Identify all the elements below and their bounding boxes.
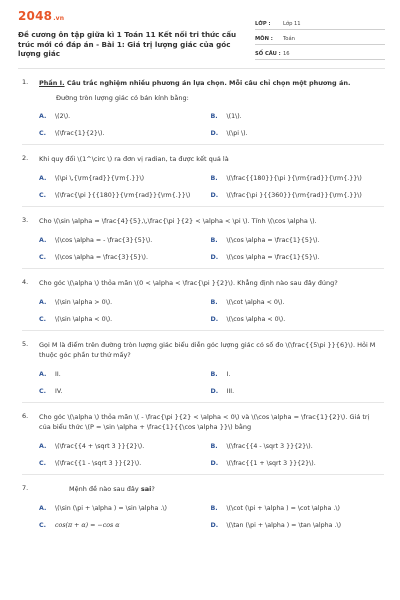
meta-key: MÔN : xyxy=(255,36,273,42)
meta-table xyxy=(255,15,385,60)
option-a[interactable]: A. \(\pi \,{\rm{rad}}{\rm{.}}\) xyxy=(39,175,145,182)
question-3 xyxy=(22,216,382,266)
options xyxy=(39,170,382,204)
document-title: Đề cương ôn tập giữa kì 1 Toán 11 Kết nối tri thức cấu trúc mới có đáp án - Bài 1: Giá trị lượng giác của góc lượng giác xyxy=(18,30,237,58)
option-a[interactable]: A. II. xyxy=(39,371,61,378)
option-d[interactable]: D. \(\frac{{1 + \sqrt 3 }}{2}\). xyxy=(210,460,316,467)
question-divider xyxy=(22,268,384,269)
question-text: Khi quy đổi \(1^\circ \) ra đơn vị radian, ta được kết quả là xyxy=(39,155,229,163)
option-c[interactable]: C. \(\frac{1}{2}\). xyxy=(39,130,105,137)
option-a[interactable]: A. \(2\). xyxy=(39,113,71,120)
option-b[interactable]: B. I. xyxy=(210,371,231,378)
question-text: Đường tròn lượng giác có bán kính bằng: xyxy=(56,94,189,102)
meta-row-class xyxy=(255,15,385,30)
options xyxy=(39,438,382,472)
option-b[interactable]: B. \(\cos \alpha = \frac{1}{5}\). xyxy=(210,237,320,244)
question-number: 3. xyxy=(22,216,29,224)
option-d[interactable]: D. \(\cos \alpha = \frac{1}{5}\). xyxy=(210,254,320,261)
part-heading: Phần I. Câu trắc nghiệm nhiều phương án lựa chọn. Mỗi câu chỉ chọn một phương án. xyxy=(39,79,351,87)
question-4 xyxy=(22,278,382,328)
question-number: 5. xyxy=(22,340,29,348)
question-7 xyxy=(22,484,382,534)
option-b[interactable]: B. \(\cot \alpha < 0\). xyxy=(210,299,285,306)
option-d[interactable]: D. \(\pi \). xyxy=(210,130,248,137)
question-divider xyxy=(22,206,384,207)
question-divider xyxy=(22,402,384,403)
question-2 xyxy=(22,154,382,204)
option-a[interactable]: A. \(\frac{{4 + \sqrt 3 }}{2}\). xyxy=(39,443,145,450)
option-b[interactable]: B. \(\frac{{180}}{\pi }{\rm{rad}}{\rm{.}}\) xyxy=(210,175,362,182)
question-text: Cho \(\sin \alpha = \frac{4}{5},\,\frac{\pi }{2} < \alpha < \pi \). Tính \(\cos \alpha \). xyxy=(39,217,317,225)
option-c[interactable]: C. \(\frac{{1 - \sqrt 3 }}{2}\). xyxy=(39,460,142,467)
question-list xyxy=(0,78,400,534)
question-number: 4. xyxy=(22,278,29,286)
question-divider xyxy=(22,474,384,475)
question-text: Gọi M là điểm trên đường tròn lượng giác biểu diễn góc lượng giác có số đo \(\frac{{5\pi }}{6}\). Hỏi M thuộc góc phần tư thứ mấy? xyxy=(39,341,376,359)
option-b[interactable]: B. \(\frac{{4 - \sqrt 3 }}{2}\). xyxy=(210,443,313,450)
option-c[interactable]: C. IV. xyxy=(39,388,63,395)
option-a[interactable]: A. \(\sin (\pi + \alpha ) = \sin \alpha .\) xyxy=(39,505,167,512)
meta-value: Toán xyxy=(283,36,295,42)
question-divider xyxy=(22,330,384,331)
page-header xyxy=(0,0,400,66)
option-b[interactable]: B. \(1\). xyxy=(210,113,242,120)
options xyxy=(39,366,382,400)
question-number: 2. xyxy=(22,154,29,162)
meta-key: SỐ CÂU : xyxy=(255,51,281,57)
meta-row-count xyxy=(255,45,385,60)
question-text: Cho góc \(\alpha \) thỏa mãn \(0 < \alpha < \frac{\pi }{2}\). Khẳng định nào sau đây đúng? xyxy=(39,279,338,287)
question-number: 7. xyxy=(22,484,29,492)
question-number: 1. xyxy=(22,78,29,86)
option-c[interactable]: C. \(\sin \alpha < 0\). xyxy=(39,316,113,323)
option-a[interactable]: A. \(\cos \alpha = - \frac{3}{5}\). xyxy=(39,237,153,244)
question-text: Mệnh đề nào sau đây sai? xyxy=(69,485,155,493)
question-text: Cho góc \(\alpha \) thỏa mãn \( - \frac{\pi }{2} < \alpha < 0\) và \(\cos \alpha = \frac{1}{2}\). Giá trị của biểu thức \(P = \sin \alpha + \frac{1}{{\cos \alpha }}\) bằng xyxy=(39,413,370,431)
option-d[interactable]: D. \(\cos \alpha < 0\). xyxy=(210,316,286,323)
meta-value: Lớp 11 xyxy=(283,21,301,27)
question-number: 6. xyxy=(22,412,29,420)
options xyxy=(39,294,382,328)
question-1 xyxy=(22,78,382,142)
option-d[interactable]: D. III. xyxy=(210,388,235,395)
option-c[interactable]: C. \(\frac{\pi }{{180}}{\rm{rad}}{\rm{.}}\) xyxy=(39,192,191,199)
options xyxy=(39,232,382,266)
option-b[interactable]: B. \(\cot (\pi + \alpha ) = \cot \alpha .\) xyxy=(210,505,340,512)
option-c[interactable]: C. \(\cos \alpha = \frac{3}{5}\). xyxy=(39,254,149,261)
question-5 xyxy=(22,340,382,400)
options xyxy=(39,500,382,534)
site-logo[interactable]: 2048.vn xyxy=(18,9,65,23)
option-a[interactable]: A. \(\sin \alpha > 0\). xyxy=(39,299,113,306)
question-divider xyxy=(22,144,384,145)
option-d[interactable]: D. \(\tan (\pi + \alpha ) = \tan \alpha .\) xyxy=(210,522,342,529)
option-d[interactable]: D. \(\frac{\pi }{{360}}{\rm{rad}}{\rm{.}}\) xyxy=(210,192,362,199)
meta-key: LỚP : xyxy=(255,21,271,27)
option-c[interactable]: C. cos(π + α) = −cos α xyxy=(39,522,120,529)
options xyxy=(39,108,382,142)
meta-value: 16 xyxy=(283,51,290,57)
question-6 xyxy=(22,412,382,472)
header-divider xyxy=(18,68,385,69)
meta-row-subject xyxy=(255,30,385,45)
